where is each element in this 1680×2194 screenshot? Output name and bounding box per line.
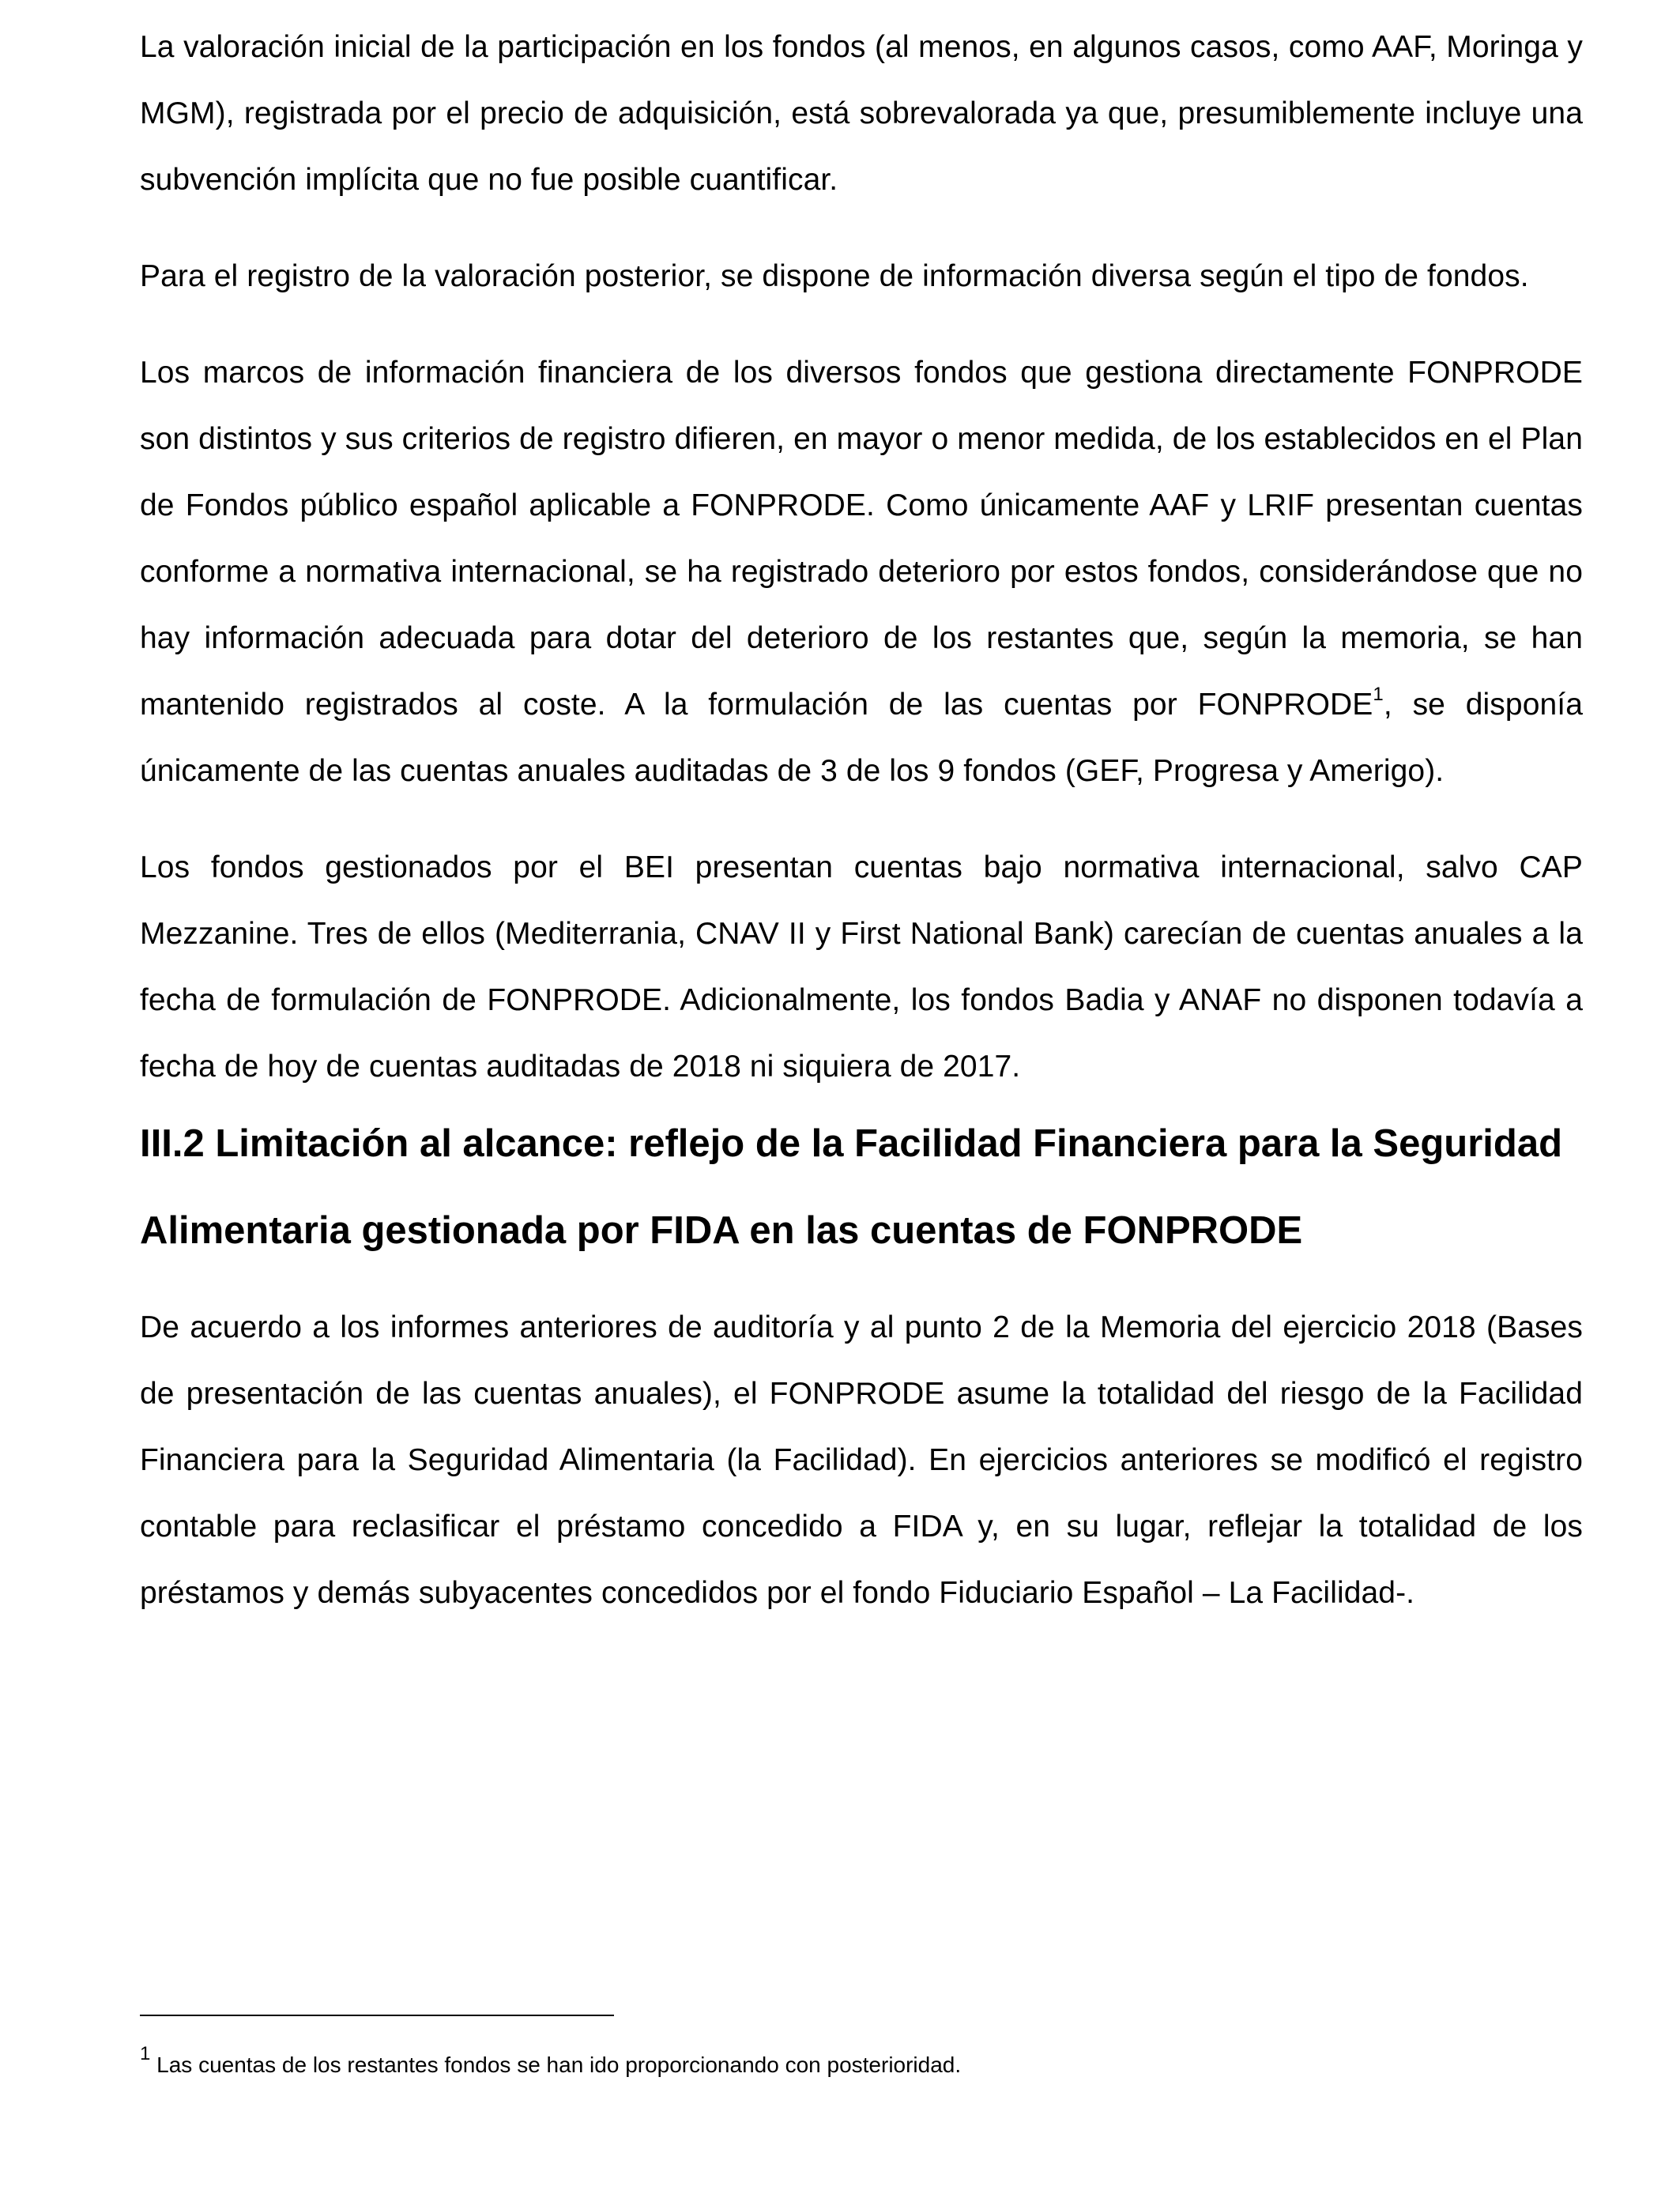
paragraph-fida-facility: De acuerdo a los informes anteriores de auditoría y al punto 2 de la Memoria del ejercicio 2018 (Bases de presentación de las cuentas anuales), el FONPRODE asume la totalidad del riesgo de la Facilidad Financiera para la Seguridad Alimentaria (la Facilidad). En ejercicios anteriores se modificó el registro contable para reclasificar el préstamo concedido a FIDA y, en su lugar, reflejar la totalidad de los préstamos y demás subyacentes concedidos por el fondo Fiduciario Español – La Facilidad-. [140,1310,1583,1610]
paragraph-financial-frameworks [140,340,1583,805]
paragraph-text: Los marcos de información financiera de los diversos fondos que gestiona directamente FONPRODE son distintos y sus criterios de registro difieren, en mayor o menor medida, de los establecidos en el Plan de Fondos público español aplicable a FONPRODE. Como únicamente AAF y LRIF presentan cuentas conforme a normativa internacional, se ha registrado deterioro por estos fondos, considerándose que no hay información adecuada para dotar del deterioro de los restantes que, según la memoria, se han mantenido registrados al coste. A la formulación de las cuentas por FONPRODE [140,356,1583,722]
document-body [140,14,1583,1627]
paragraph-bei-funds: Los fondos gestionados por el BEI presentan cuentas bajo normativa internacional, salvo CAP Mezzanine. Tres de ellos (Mediterrania, CNAV II y First National Bank) carecían de cuentas anuales a la fecha de formulación de FONPRODE. Adicionalmente, los fondos Badia y ANAF no disponen todavía a fecha de hoy de cuentas auditadas de 2018 ni siquiera de 2017. [140,850,1583,1084]
paragraph-text: , se disponía únicamente de las cuentas anuales auditadas de 3 de los 9 fondos (GEF, Progresa y Amerigo). [140,688,1583,788]
footnote-text: Las cuentas de los restantes fondos se han ido proporcionando con posterioridad. [150,2053,962,2077]
footnote-number: 1 [140,2042,151,2064]
footnote-separator [140,2015,614,2016]
footnote [140,2042,1583,2081]
footnote-reference[interactable]: 1 [1373,684,1384,705]
paragraph-subsequent-valuation: Para el registro de la valoración posterior, se dispone de información diversa según el tipo de fondos. [140,259,1529,293]
paragraph-initial-valuation: La valoración inicial de la participación en los fondos (al menos, en algunos casos, como AAF, Moringa y MGM), registrada por el precio de adquisición, está sobrevalorada ya que, presumiblemente incluye una subvención implícita que no fue posible cuantificar. [140,30,1583,197]
section-heading: III.2 Limitación al alcance: reflejo de la Facilidad Financiera para la Seguridad Alimentaria gestionada por FIDA en las cuentas de FONPRODE [140,1122,1563,1252]
